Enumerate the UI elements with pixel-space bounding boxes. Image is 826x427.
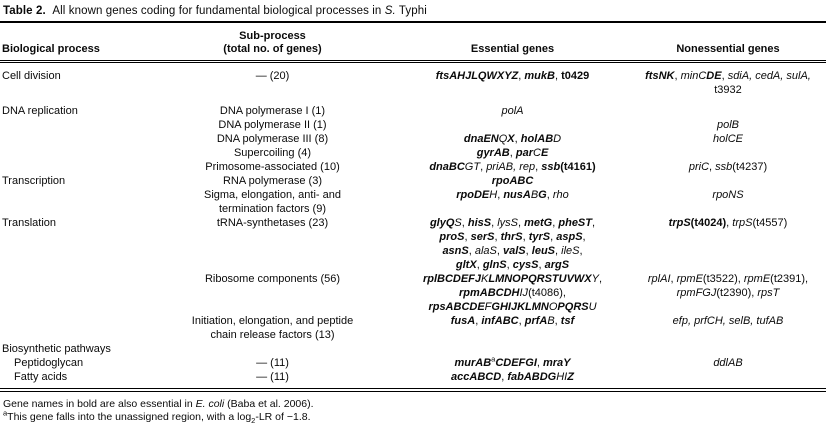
subprocess-line: Initiation, elongation, and peptide [191, 315, 354, 327]
biological-process-label: Translation [2, 217, 57, 229]
subprocess-line: Supercoiling (4) [233, 147, 312, 159]
subprocess-line: Ribosome components (56) [204, 273, 341, 285]
cell-nonessential-genes [630, 342, 826, 356]
subprocess-line: Sigma, elongation, anti- and [204, 189, 341, 201]
gene-list-line: holCE [713, 133, 743, 145]
cell-essential-genes [395, 216, 630, 272]
gene-list-line: rpoNS [712, 189, 744, 201]
cell-essential-genes [395, 370, 630, 384]
cell-biological-process [0, 132, 150, 146]
row-dna-polymerase-1 [0, 97, 826, 118]
cell-biological-process [0, 370, 150, 384]
cell-nonessential-genes [630, 174, 826, 188]
gene-list-line: murAB$^a$CDEFGI, mraY [454, 354, 571, 369]
cell-nonessential-genes [630, 118, 826, 132]
cell-subprocess [150, 146, 395, 160]
gene-list-line: polB [716, 119, 740, 131]
cell-essential-genes [395, 118, 630, 132]
cell-subprocess [150, 356, 395, 370]
cell-nonessential-genes [630, 272, 826, 314]
cell-essential-genes [395, 272, 630, 314]
cell-biological-process [0, 146, 150, 160]
gene-list-line: dnaBCGT, priAB, rep, ssb(t4161) [429, 161, 596, 173]
cell-biological-process [0, 118, 150, 132]
cell-biological-process [0, 356, 150, 370]
subprocess-line: DNA polymerase III (8) [216, 133, 329, 145]
cell-essential-genes [395, 146, 630, 160]
gene-list-line: ddlAB [713, 357, 743, 369]
gene-list-line: efp, prfCH, selB, tufAB [672, 315, 784, 327]
row-dna-polymerase-2 [0, 118, 826, 132]
subprocess-line: — (11) [256, 357, 289, 369]
gene-list-line: ftsNK, minCDE, sdiA, cedA, sulA, [645, 70, 811, 82]
cell-biological-process [0, 272, 150, 314]
cell-subprocess [150, 97, 395, 118]
cell-subprocess [150, 118, 395, 132]
cell-subprocess [150, 314, 395, 342]
cell-nonessential-genes [630, 62, 826, 98]
biological-process-label: Transcription [2, 175, 66, 187]
header-subprocess-line2: (total no. of genes) [223, 43, 322, 55]
cell-biological-process [0, 314, 150, 342]
row-fatty-acids [0, 370, 826, 384]
gene-list-line: rpoDEH, nusABG, rho [456, 189, 569, 201]
header-subprocess [150, 23, 395, 62]
cell-nonessential-genes [630, 314, 826, 342]
subprocess-line: termination factors (9) [219, 203, 326, 215]
table-title-text: Table 2. All known genes coding for fundamental biological processes in S. Typhi [3, 5, 427, 17]
gene-list-line: trpS(t4024), trpS(t4557) [668, 217, 788, 229]
cell-essential-genes [395, 62, 630, 98]
cell-biological-process [0, 216, 150, 272]
table-body [0, 62, 826, 385]
biological-process-label: Cell division [2, 70, 61, 82]
cell-nonessential-genes [630, 97, 826, 118]
subprocess-line: Primosome-associated (10) [205, 161, 340, 173]
cell-nonessential-genes [630, 216, 826, 272]
row-supercoiling [0, 146, 826, 160]
header-nonessential-genes: Nonessential genes [630, 23, 826, 62]
cell-biological-process [0, 342, 150, 356]
footnotes [0, 392, 826, 424]
gene-list-line: rplBCDEFJKLMNOPQRSTUVWXY, [422, 273, 603, 285]
subprocess-line: — (20) [255, 70, 290, 82]
gene-list-line: t3932 [714, 84, 742, 96]
gene-list-line: dnaENQX, holABD [463, 133, 562, 145]
cell-subprocess [150, 174, 395, 188]
footnote-unassigned-region: $^a$This gene falls into the unassigned region, with a $\log_2-LR$ of −1.8. [3, 408, 311, 426]
cell-essential-genes [395, 188, 630, 216]
row-sigma-factors [0, 188, 826, 216]
cell-nonessential-genes [630, 370, 826, 384]
header-essential-genes: Essential genes [395, 23, 630, 62]
row-dna-polymerase-3 [0, 132, 826, 146]
gene-list-line: rpmABCDHIJ(t4086), [459, 287, 566, 299]
cell-subprocess [150, 342, 395, 356]
subprocess-line: RNA polymerase (3) [222, 175, 323, 187]
gene-table [0, 23, 826, 384]
cell-biological-process [0, 160, 150, 174]
table-header [0, 23, 826, 62]
cell-subprocess [150, 188, 395, 216]
cell-subprocess [150, 216, 395, 272]
subprocess-line: DNA polymerase II (1) [218, 119, 327, 131]
header-biological-process: Biological process [0, 23, 150, 62]
row-primosome [0, 160, 826, 174]
row-initiation-elongation [0, 314, 826, 342]
row-rna-polymerase [0, 174, 826, 188]
gene-list-line: gyrAB, parCE [476, 147, 549, 159]
cell-subprocess [150, 272, 395, 314]
cell-biological-process [0, 188, 150, 216]
cell-essential-genes [395, 314, 630, 342]
gene-list-line: rpsABCDEFGHIJKLMNOPQRSU [428, 301, 597, 313]
cell-biological-process [0, 62, 150, 98]
cell-essential-genes [395, 356, 630, 370]
cell-nonessential-genes [630, 146, 826, 160]
gene-list-line: glyQS, hisS, lysS, metG, pheST, [429, 217, 596, 229]
row-trna-synthetases [0, 216, 826, 272]
gene-list-line: priC, ssb(t4237) [688, 161, 768, 173]
cell-essential-genes [395, 160, 630, 174]
gene-list-line: gltX, glnS, cysS, argS [455, 259, 570, 271]
cell-nonessential-genes [630, 160, 826, 174]
cell-essential-genes [395, 97, 630, 118]
biological-process-label: DNA replication [2, 105, 78, 117]
gene-list-line: rpmFGJ(t2390), rpsT [676, 287, 780, 299]
cell-nonessential-genes [630, 356, 826, 370]
cell-subprocess [150, 370, 395, 384]
biological-process-label: Peptidoglycan [14, 357, 84, 369]
row-ribosome-components [0, 272, 826, 314]
cell-nonessential-genes [630, 188, 826, 216]
cell-essential-genes [395, 342, 630, 356]
gene-list-line: rpoABC [491, 175, 534, 187]
biological-process-label: Biosynthetic pathways [2, 343, 111, 355]
gene-list-line: proS, serS, thrS, tyrS, aspS, [439, 231, 586, 243]
cell-subprocess [150, 62, 395, 98]
biological-process-label: Fatty acids [14, 371, 68, 383]
cell-essential-genes [395, 174, 630, 188]
gene-list-line: ftsAHJLQWXYZ, mukB, t0429 [435, 70, 590, 82]
row-biosynthetic-pathways [0, 342, 826, 356]
cell-nonessential-genes [630, 132, 826, 146]
cell-subprocess [150, 132, 395, 146]
header-subprocess-line1: Sub-process [239, 30, 306, 42]
subprocess-line: chain release factors (13) [210, 329, 335, 341]
row-peptidoglycan [0, 356, 826, 370]
cell-biological-process [0, 174, 150, 188]
subprocess-line: DNA polymerase I (1) [219, 105, 326, 117]
gene-list-line: polA [501, 105, 524, 117]
cell-biological-process [0, 97, 150, 118]
subprocess-line: tRNA-synthetases (23) [216, 217, 329, 229]
cell-subprocess [150, 160, 395, 174]
row-cell-division [0, 62, 826, 98]
gene-list-line: accABCD, fabABDGHIZ [451, 371, 574, 383]
subprocess-line: — (11) [256, 371, 289, 383]
footnote-bold-legend: Gene names in bold are also essential in E. coli (Baba et al. 2006). [3, 398, 314, 410]
table-title [0, 0, 826, 21]
gene-list-line: rplAI, rpmE(t3522), rpmE(t2391), [647, 273, 809, 285]
gene-list-line: fusA, infABC, prfAB, tsf [450, 315, 575, 327]
gene-list-line: asnS, alaS, valS, leuS, ileS, [442, 245, 583, 257]
cell-essential-genes [395, 132, 630, 146]
